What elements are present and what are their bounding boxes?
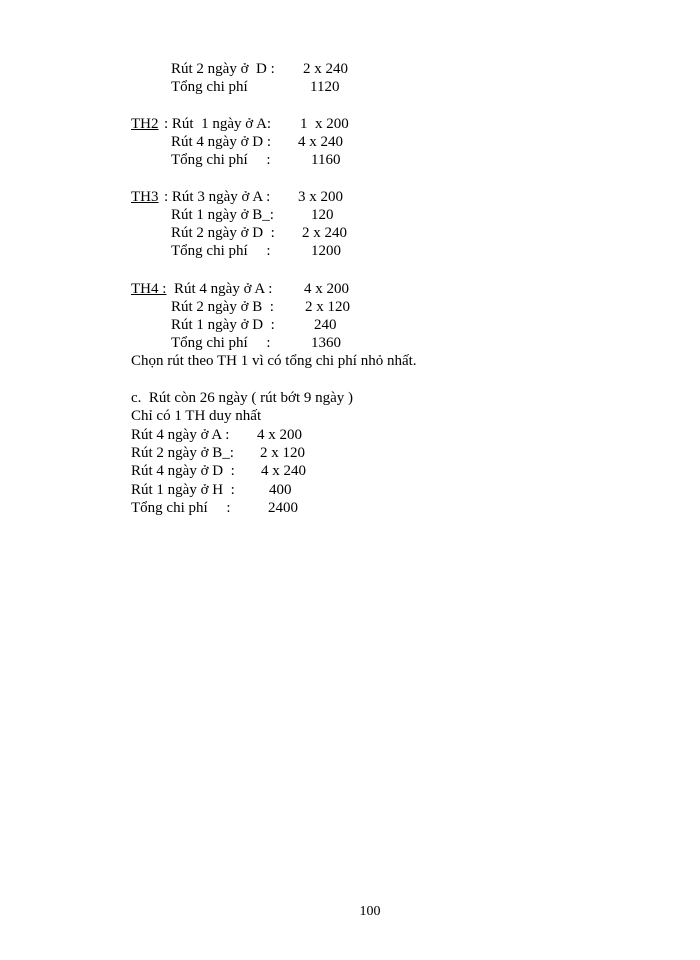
section-c-line-label: Rút 1 ngày ở H : [131,482,235,498]
th2-total-value: 1160 [311,152,341,168]
th4-title: TH4 : [131,281,167,297]
th3-line-label: Rút 2 ngày ở D : [171,225,275,241]
page-number: 100 [359,904,381,919]
th4-total-value: 1360 [311,335,341,351]
th2-total-label: Tổng chi phí : [171,152,271,168]
th4-line-label: Rút 2 ngày ở B : [171,299,274,315]
th4-line-value: 240 [314,317,337,333]
th3-line-value: 2 x 240 [302,225,347,241]
th3-total-value: 1200 [311,243,341,259]
th4-total-label: Tổng chi phí : [171,335,271,351]
th1-line-label: Rút 2 ngày ở D : [171,61,275,77]
conclusion: Chọn rút theo TH 1 vì có tổng chi phí nhỏ nhất. [131,353,417,369]
th1-line-value: 2 x 240 [303,61,348,77]
th2-title: TH2 [131,116,159,132]
section-c-line-value: 4 x 240 [261,463,306,479]
th2-line-value: 4 x 240 [298,134,343,150]
th4-line-label: Rút 1 ngày ở D : [171,317,275,333]
section-c-note: Chỉ có 1 TH duy nhất [131,408,262,424]
section-c-line-label: Rút 4 ngày ở A : [131,427,230,443]
th2-line-value: 1 x 200 [300,116,349,132]
section-c-total-label: Tổng chi phí : [131,500,231,516]
th4-line-value: 4 x 200 [304,281,349,297]
section-c-line-label: Rút 4 ngày ở D : [131,463,235,479]
th4-line-value: 2 x 120 [305,299,350,315]
th3-line-label: : Rút 3 ngày ở A : [164,189,271,205]
th1-total-label: Tổng chi phí [171,79,248,95]
section-c-line-value: 2 x 120 [260,445,305,461]
section-c-total-value: 2400 [268,500,298,516]
th3-title: TH3 [131,189,159,205]
th3-line-value: 120 [311,207,334,223]
section-c-heading: c. Rút còn 26 ngày ( rút bớt 9 ngày ) [131,390,354,406]
th3-line-value: 3 x 200 [298,189,343,205]
th2-line-label: : Rút 1 ngày ở A: [164,116,272,132]
section-c-line-value: 4 x 200 [257,427,302,443]
section-c-line-label: Rút 2 ngày ở B_: [131,445,234,461]
section-c-line-value: 400 [269,482,292,498]
th1-total-value: 1120 [310,79,340,95]
th3-total-label: Tổng chi phí : [171,243,271,259]
th4-line-label: Rút 4 ngày ở A : [174,281,273,297]
th2-line-label: Rút 4 ngày ở D : [171,134,272,150]
th3-line-label: Rút 1 ngày ở B_: [171,207,274,223]
